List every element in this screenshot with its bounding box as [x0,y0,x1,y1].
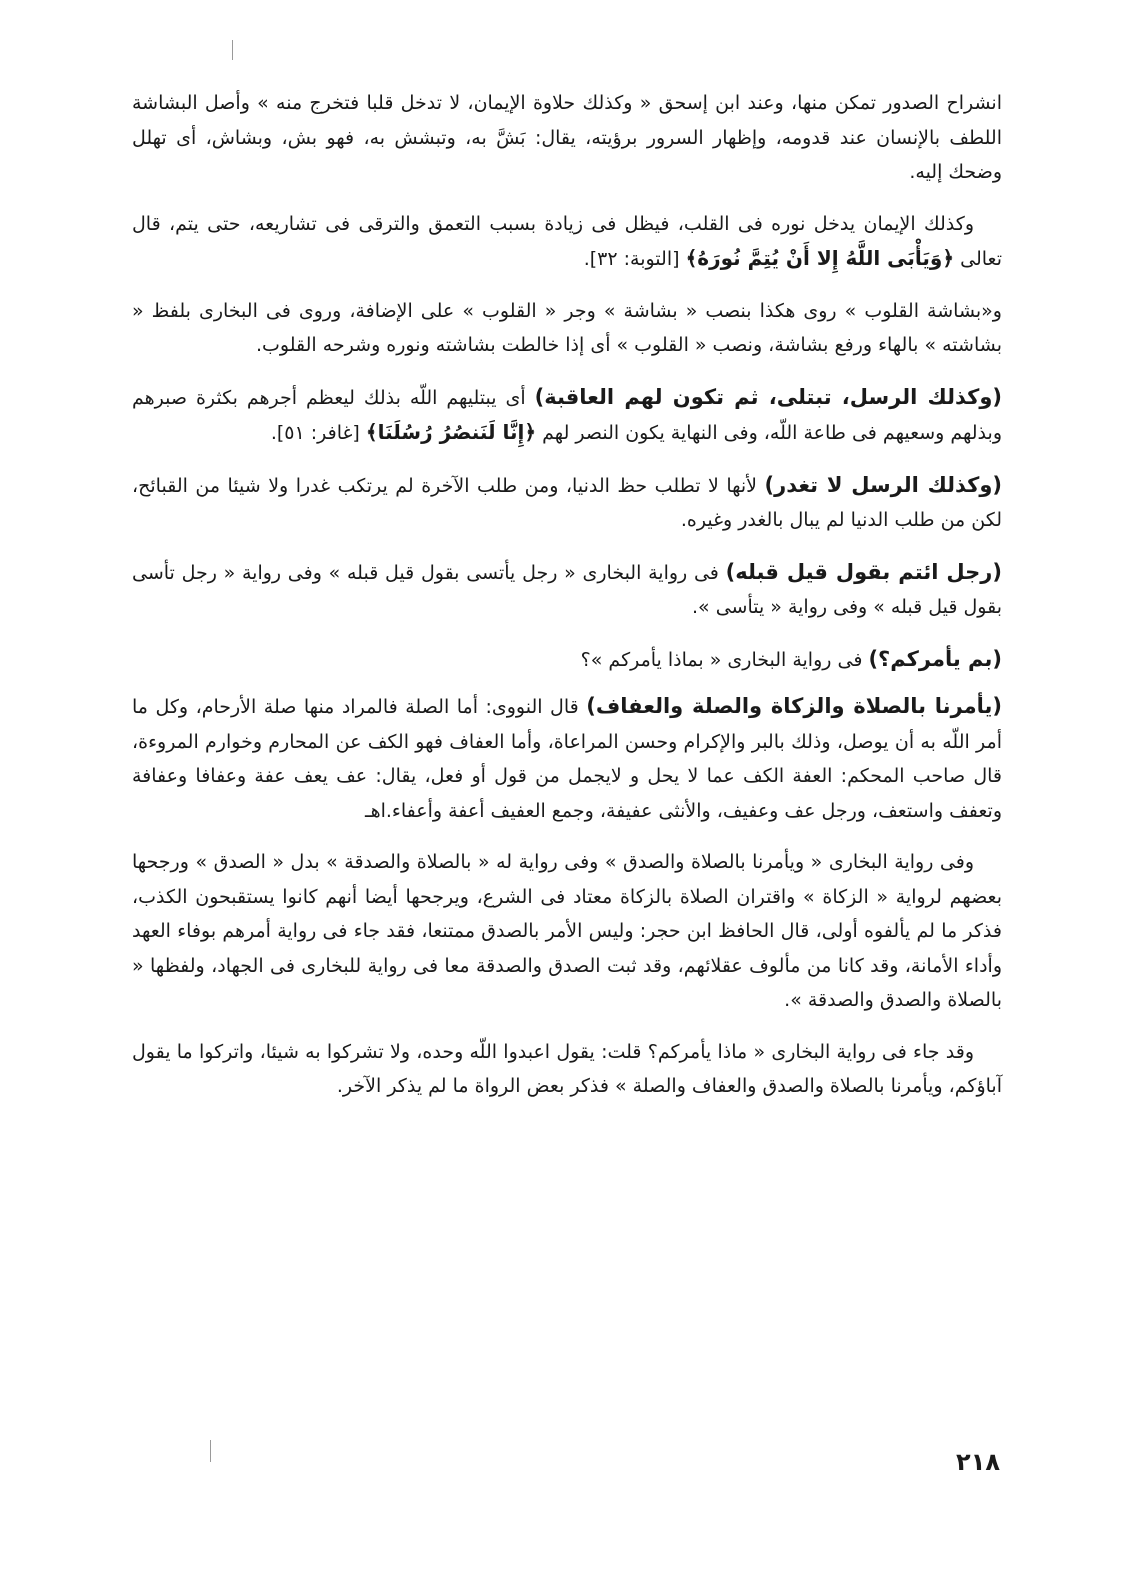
hadith-phrase-heading: (وكذلك الرسل لا تغدر) [764,472,1003,497]
paragraph-9 [132,845,1002,1018]
paragraph-1 [132,86,1002,190]
paragraph-6 [132,555,1002,625]
scan-mark-top [232,40,233,60]
paragraph-5 [132,468,1002,538]
paragraph-2 [132,207,1002,277]
page-number: ٢١٨ [956,1448,1000,1476]
paragraph-8-text: قال النووى: أما الصلة فالمراد منها صلة الأرحام، وكل ما أمر اللّه به أن يوصل، وذلك بالبر والإكرام وحسن المراعاة، وأما العفاف فهو الكف عن المحارم وخوارم المروءة، قال صاحب المحكم: العفة الكف عما لا يحل و لايجمل من قول أو فعل، يقال: عف يعف عفة وعفافا وعفافة وتعفف واستعف، ورجل عف وعفيف، والأنثى عفيفة، وجمع العفيف أعفة وأعفاء.اهـ [132,696,1002,822]
paragraph-9-text: وفى رواية البخارى « ويأمرنا بالصلاة والصدق » وفى رواية له « بالصلاة والصدقة » بدل « الصدق » ورجحها بعضهم لرواية « الزكاة » واقتران الصلاة بالزكاة معتاد فى الشرع، ويرجحها أيضا أنهم كانوا يستقبحون الكذب، فذكر ما لم يألفوه أولى، قال الحافظ ابن حجر: وليس الأمر بالصدق ممتنعا، فقد جاء فى رواية أمرهم بوفاء العهد وأداء الأمانة، وقد كانا من مألوف عقلائهم، وقد ثبت الصدق والصدقة معا فى رواية للبخارى فى الجهاد، ولفظها « بالصلاة والصدق والصدقة ». [132,851,1002,1011]
paragraph-1-text: انشراح الصدور تمكن منها، وعند ابن إسحق « وكذلك حلاوة الإيمان، لا تدخل قلبا فتخرج منه » وأصل البشاشة اللطف بالإنسان عند قدومه، وإظهار السرور برؤيته، يقال: بَشَّ به، وتبشش به، فهو بش، وبشاش، أى تهلل وضحك إليه. [132,92,1002,183]
quran-citation-ghafir: [غافر: ٥١]. [270,422,366,444]
quran-verse-ghafir: ﴿إِنَّا لَنَنصُرُ رُسُلَنَا﴾ [365,420,537,444]
paragraph-10-text: وقد جاء فى رواية البخارى « ماذا يأمركم؟ قلت: يقول اعبدوا اللّه وحده، ولا تشركوا به شيئا، واتركوا ما يقول آباؤكم، ويأمرنا بالصلاة والصدق والعفاف والصلة » فذكر بعض الرواة ما لم يذكر الآخر. [132,1040,1002,1097]
paragraph-8 [132,689,1002,828]
paragraph-7-text: فى رواية البخارى « بماذا يأمركم »؟ [580,648,869,671]
paragraph-4 [132,380,1002,451]
scan-mark-bottom [210,1440,211,1462]
paragraph-3 [132,294,1002,363]
paragraph-6-text: فى رواية البخارى « رجل يأتسى بقول قيل قبله » وفى رواية « رجل تأسى بقول قيل قبله » وفى رواية « يتأسى ». [132,561,1002,618]
paragraph-3-text: و«بشاشة القلوب » روى هكذا بنصب « بشاشة » وجر « القلوب » على الإضافة، وروى فى البخارى بلفظ « بشاشته » بالهاء ورفع بشاشة، ونصب « القلوب » أى إذا خالطت بشاشته ونوره وشرحه القلوب. [132,299,1002,356]
quran-verse-tawbah: ﴿وَيَأْبَى اللَّهُ إِلا أَنْ يُتِمَّ نُورَهُ﴾ [685,246,955,270]
paragraph-7 [132,642,1002,678]
hadith-phrase-heading: (يأمرنا بالصلاة والزكاة والصلة والعفاف) [586,694,1003,718]
quran-citation-tawbah: [التوبة: ٣٢]. [583,248,686,270]
paragraph-5-text: لأنها لا تطلب حظ الدنيا، ومن طلب الآخرة لم يرتكب غدرا ولا شيئا من القبائح، لكن من طلب الدنيا لم يبال بالغدر وغيره. [132,474,1002,531]
paragraph-4-text: أى يبتليهم اللّه بذلك ليعظم أجرهم بكثرة صبرهم وبذلهم وسعيهم فى طاعة اللّه، وفى النهاية يكون النصر لهم [132,386,1002,444]
paragraph-10 [132,1035,1002,1104]
hadith-phrase-heading: (وكذلك الرسل، تبتلى، ثم تكون لهم العاقبة) [534,384,1002,409]
hadith-phrase-heading: (بم يأمركم؟) [868,646,1002,671]
document-body [132,86,1002,1121]
hadith-phrase-heading: (رجل ائتم بقول قيل قبله) [725,559,1002,584]
paragraph-2-text: وكذلك الإيمان يدخل نوره فى القلب، فيظل فى زيادة بسبب التعمق والترقى فى تشاريعه، حتى يتم، قال تعالى [132,212,1002,270]
